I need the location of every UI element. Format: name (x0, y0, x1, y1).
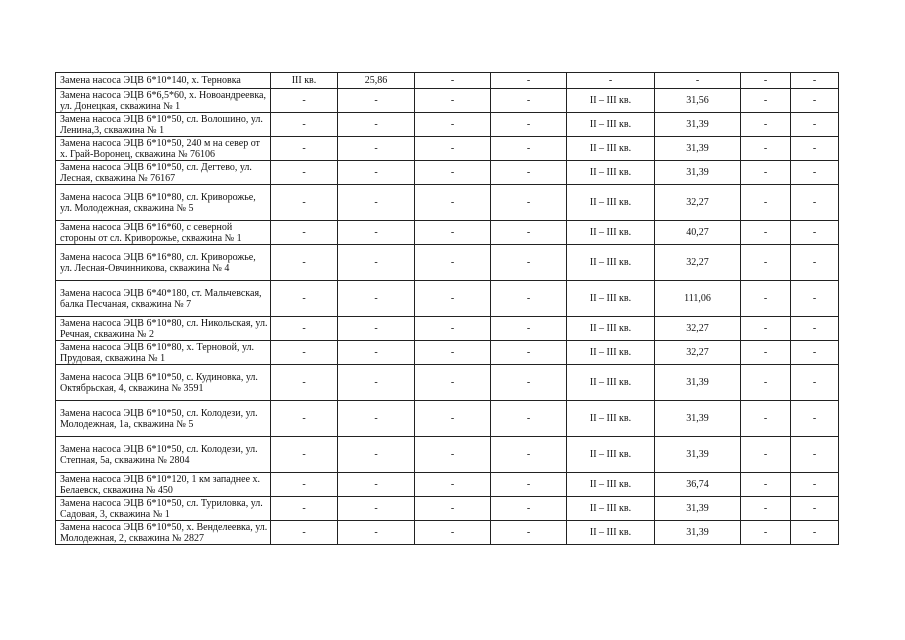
value-cell-c8: - (791, 365, 839, 401)
value-cell-c7: - (741, 89, 791, 113)
work-description-cell: Замена насоса ЭЦВ 6*10*140, х. Терновка (56, 73, 271, 89)
value-cell-c5: II – III кв. (567, 89, 655, 113)
value-cell-c6: 32,27 (655, 341, 741, 365)
value-cell-c7: - (741, 245, 791, 281)
value-cell-c7: - (741, 473, 791, 497)
value-cell-c4: - (491, 365, 567, 401)
table-row (56, 185, 839, 221)
value-cell-c2: - (338, 497, 415, 521)
table-row (56, 281, 839, 317)
value-cell-c7: - (741, 73, 791, 89)
value-cell-c1: - (271, 365, 338, 401)
value-cell-c8: - (791, 137, 839, 161)
value-cell-c1: - (271, 341, 338, 365)
table-row (56, 245, 839, 281)
value-cell-c6: 111,06 (655, 281, 741, 317)
value-cell-c1: - (271, 317, 338, 341)
value-cell-c1: - (271, 437, 338, 473)
value-cell-c2: - (338, 317, 415, 341)
work-description-cell: Замена насоса ЭЦВ 6*10*50, сл. Колодези, ул. Степная, 5а, скважина № 2804 (56, 437, 271, 473)
work-description-cell: Замена насоса ЭЦВ 6*10*50, 240 м на север от х. Грай-Воронец, скважина № 76106 (56, 137, 271, 161)
value-cell-c1: - (271, 113, 338, 137)
value-cell-c2: 25,86 (338, 73, 415, 89)
value-cell-c5: II – III кв. (567, 137, 655, 161)
value-cell-c1: - (271, 521, 338, 545)
value-cell-c2: - (338, 89, 415, 113)
value-cell-c6: 40,27 (655, 221, 741, 245)
value-cell-c4: - (491, 137, 567, 161)
value-cell-c2: - (338, 161, 415, 185)
value-cell-c5: II – III кв. (567, 473, 655, 497)
value-cell-c7: - (741, 113, 791, 137)
value-cell-c8: - (791, 245, 839, 281)
work-description-cell: Замена насоса ЭЦВ 6*40*180, ст. Мальчевская, балка Песчаная, скважина № 7 (56, 281, 271, 317)
value-cell-c5: II – III кв. (567, 341, 655, 365)
value-cell-c7: - (741, 497, 791, 521)
value-cell-c4: - (491, 185, 567, 221)
value-cell-c1: - (271, 185, 338, 221)
value-cell-c7: - (741, 185, 791, 221)
value-cell-c8: - (791, 401, 839, 437)
table-row (56, 73, 839, 89)
value-cell-c3: - (415, 73, 491, 89)
value-cell-c8: - (791, 317, 839, 341)
value-cell-c7: - (741, 137, 791, 161)
value-cell-c3: - (415, 137, 491, 161)
value-cell-c8: - (791, 221, 839, 245)
work-description-cell: Замена насоса ЭЦВ 6*10*50, сл. Туриловка, ул. Садовая, 3, скважина № 1 (56, 497, 271, 521)
value-cell-c4: - (491, 73, 567, 89)
table-row (56, 341, 839, 365)
value-cell-c8: - (791, 521, 839, 545)
value-cell-c6: 31,39 (655, 137, 741, 161)
value-cell-c6: 32,27 (655, 317, 741, 341)
value-cell-c2: - (338, 221, 415, 245)
works-table (55, 72, 839, 545)
value-cell-c6: 32,27 (655, 245, 741, 281)
work-description-cell: Замена насоса ЭЦВ 6*10*50, с. Кудиновка, ул. Октябрьская, 4, скважина № 3591 (56, 365, 271, 401)
table-body (56, 73, 839, 545)
value-cell-c8: - (791, 89, 839, 113)
value-cell-c6: 31,56 (655, 89, 741, 113)
value-cell-c1: - (271, 245, 338, 281)
value-cell-c2: - (338, 365, 415, 401)
value-cell-c7: - (741, 365, 791, 401)
value-cell-c3: - (415, 521, 491, 545)
value-cell-c3: - (415, 497, 491, 521)
value-cell-c4: - (491, 113, 567, 137)
value-cell-c5: II – III кв. (567, 317, 655, 341)
value-cell-c5: II – III кв. (567, 401, 655, 437)
value-cell-c7: - (741, 437, 791, 473)
value-cell-c1: - (271, 221, 338, 245)
value-cell-c3: - (415, 317, 491, 341)
value-cell-c6: 31,39 (655, 497, 741, 521)
value-cell-c6: - (655, 73, 741, 89)
work-description-cell: Замена насоса ЭЦВ 6*10*50, сл. Дегтево, ул. Лесная, скважина № 76167 (56, 161, 271, 185)
work-description-cell: Замена насоса ЭЦВ 6*10*120, 1 км западнее х. Белаевск, скважина № 450 (56, 473, 271, 497)
value-cell-c2: - (338, 185, 415, 221)
value-cell-c3: - (415, 401, 491, 437)
value-cell-c7: - (741, 401, 791, 437)
value-cell-c5: II – III кв. (567, 113, 655, 137)
value-cell-c6: 36,74 (655, 473, 741, 497)
value-cell-c6: 32,27 (655, 185, 741, 221)
value-cell-c7: - (741, 521, 791, 545)
value-cell-c7: - (741, 281, 791, 317)
value-cell-c6: 31,39 (655, 113, 741, 137)
value-cell-c5: II – III кв. (567, 161, 655, 185)
value-cell-c4: - (491, 89, 567, 113)
value-cell-c4: - (491, 161, 567, 185)
value-cell-c4: - (491, 317, 567, 341)
value-cell-c5: II – III кв. (567, 185, 655, 221)
value-cell-c5: II – III кв. (567, 221, 655, 245)
table-row (56, 161, 839, 185)
value-cell-c8: - (791, 341, 839, 365)
value-cell-c4: - (491, 341, 567, 365)
value-cell-c4: - (491, 437, 567, 473)
value-cell-c4: - (491, 245, 567, 281)
value-cell-c2: - (338, 245, 415, 281)
value-cell-c7: - (741, 317, 791, 341)
value-cell-c2: - (338, 137, 415, 161)
table-row (56, 521, 839, 545)
value-cell-c6: 31,39 (655, 521, 741, 545)
value-cell-c5: II – III кв. (567, 365, 655, 401)
value-cell-c7: - (741, 341, 791, 365)
work-description-cell: Замена насоса ЭЦВ 6*10*50, х. Венделеевка, ул. Молодежная, 2, скважина № 2827 (56, 521, 271, 545)
value-cell-c3: - (415, 113, 491, 137)
value-cell-c7: - (741, 221, 791, 245)
value-cell-c2: - (338, 113, 415, 137)
table-row (56, 365, 839, 401)
value-cell-c3: - (415, 281, 491, 317)
value-cell-c7: - (741, 161, 791, 185)
work-description-cell: Замена насоса ЭЦВ 6*6,5*60, х. Новоандреевка, ул. Донецкая, скважина № 1 (56, 89, 271, 113)
value-cell-c4: - (491, 221, 567, 245)
work-description-cell: Замена насоса ЭЦВ 6*16*80, сл. Криворожье, ул. Лесная-Овчинникова, скважина № 4 (56, 245, 271, 281)
value-cell-c4: - (491, 401, 567, 437)
value-cell-c3: - (415, 221, 491, 245)
value-cell-c8: - (791, 113, 839, 137)
value-cell-c3: - (415, 185, 491, 221)
value-cell-c2: - (338, 521, 415, 545)
value-cell-c3: - (415, 341, 491, 365)
value-cell-c6: 31,39 (655, 437, 741, 473)
value-cell-c2: - (338, 473, 415, 497)
work-description-cell: Замена насоса ЭЦВ 6*10*80, х. Терновой, ул. Прудовая, скважина № 1 (56, 341, 271, 365)
value-cell-c3: - (415, 161, 491, 185)
table-row (56, 437, 839, 473)
value-cell-c2: - (338, 437, 415, 473)
value-cell-c3: - (415, 89, 491, 113)
value-cell-c6: 31,39 (655, 401, 741, 437)
value-cell-c8: - (791, 473, 839, 497)
value-cell-c5: II – III кв. (567, 437, 655, 473)
work-description-cell: Замена насоса ЭЦВ 6*10*80, сл. Криворожье, ул. Молодежная, скважина № 5 (56, 185, 271, 221)
work-description-cell: Замена насоса ЭЦВ 6*10*50, сл. Колодези, ул. Молодежная, 1а, скважина № 5 (56, 401, 271, 437)
value-cell-c1: - (271, 281, 338, 317)
table-row (56, 137, 839, 161)
value-cell-c3: - (415, 245, 491, 281)
value-cell-c8: - (791, 281, 839, 317)
value-cell-c8: - (791, 437, 839, 473)
value-cell-c1: III кв. (271, 73, 338, 89)
table-row (56, 89, 839, 113)
work-description-cell: Замена насоса ЭЦВ 6*16*60, с северной стороны от сл. Криворожье, скважина № 1 (56, 221, 271, 245)
value-cell-c4: - (491, 473, 567, 497)
table-row (56, 401, 839, 437)
value-cell-c8: - (791, 497, 839, 521)
value-cell-c3: - (415, 473, 491, 497)
value-cell-c1: - (271, 497, 338, 521)
value-cell-c1: - (271, 401, 338, 437)
table-row (56, 221, 839, 245)
value-cell-c4: - (491, 521, 567, 545)
value-cell-c1: - (271, 161, 338, 185)
value-cell-c3: - (415, 437, 491, 473)
value-cell-c3: - (415, 365, 491, 401)
value-cell-c8: - (791, 185, 839, 221)
value-cell-c2: - (338, 281, 415, 317)
work-description-cell: Замена насоса ЭЦВ 6*10*80, сл. Никольская, ул. Речная, скважина № 2 (56, 317, 271, 341)
value-cell-c1: - (271, 89, 338, 113)
value-cell-c5: II – III кв. (567, 281, 655, 317)
value-cell-c6: 31,39 (655, 161, 741, 185)
value-cell-c4: - (491, 497, 567, 521)
value-cell-c5: II – III кв. (567, 521, 655, 545)
value-cell-c2: - (338, 341, 415, 365)
value-cell-c5: II – III кв. (567, 245, 655, 281)
table-row (56, 317, 839, 341)
table-row (56, 473, 839, 497)
value-cell-c8: - (791, 161, 839, 185)
value-cell-c5: - (567, 73, 655, 89)
value-cell-c2: - (338, 401, 415, 437)
value-cell-c1: - (271, 137, 338, 161)
value-cell-c4: - (491, 281, 567, 317)
value-cell-c5: II – III кв. (567, 497, 655, 521)
value-cell-c1: - (271, 473, 338, 497)
table-row (56, 113, 839, 137)
value-cell-c8: - (791, 73, 839, 89)
work-description-cell: Замена насоса ЭЦВ 6*10*50, сл. Волошино, ул. Ленина,3, скважина № 1 (56, 113, 271, 137)
table-row (56, 497, 839, 521)
value-cell-c6: 31,39 (655, 365, 741, 401)
